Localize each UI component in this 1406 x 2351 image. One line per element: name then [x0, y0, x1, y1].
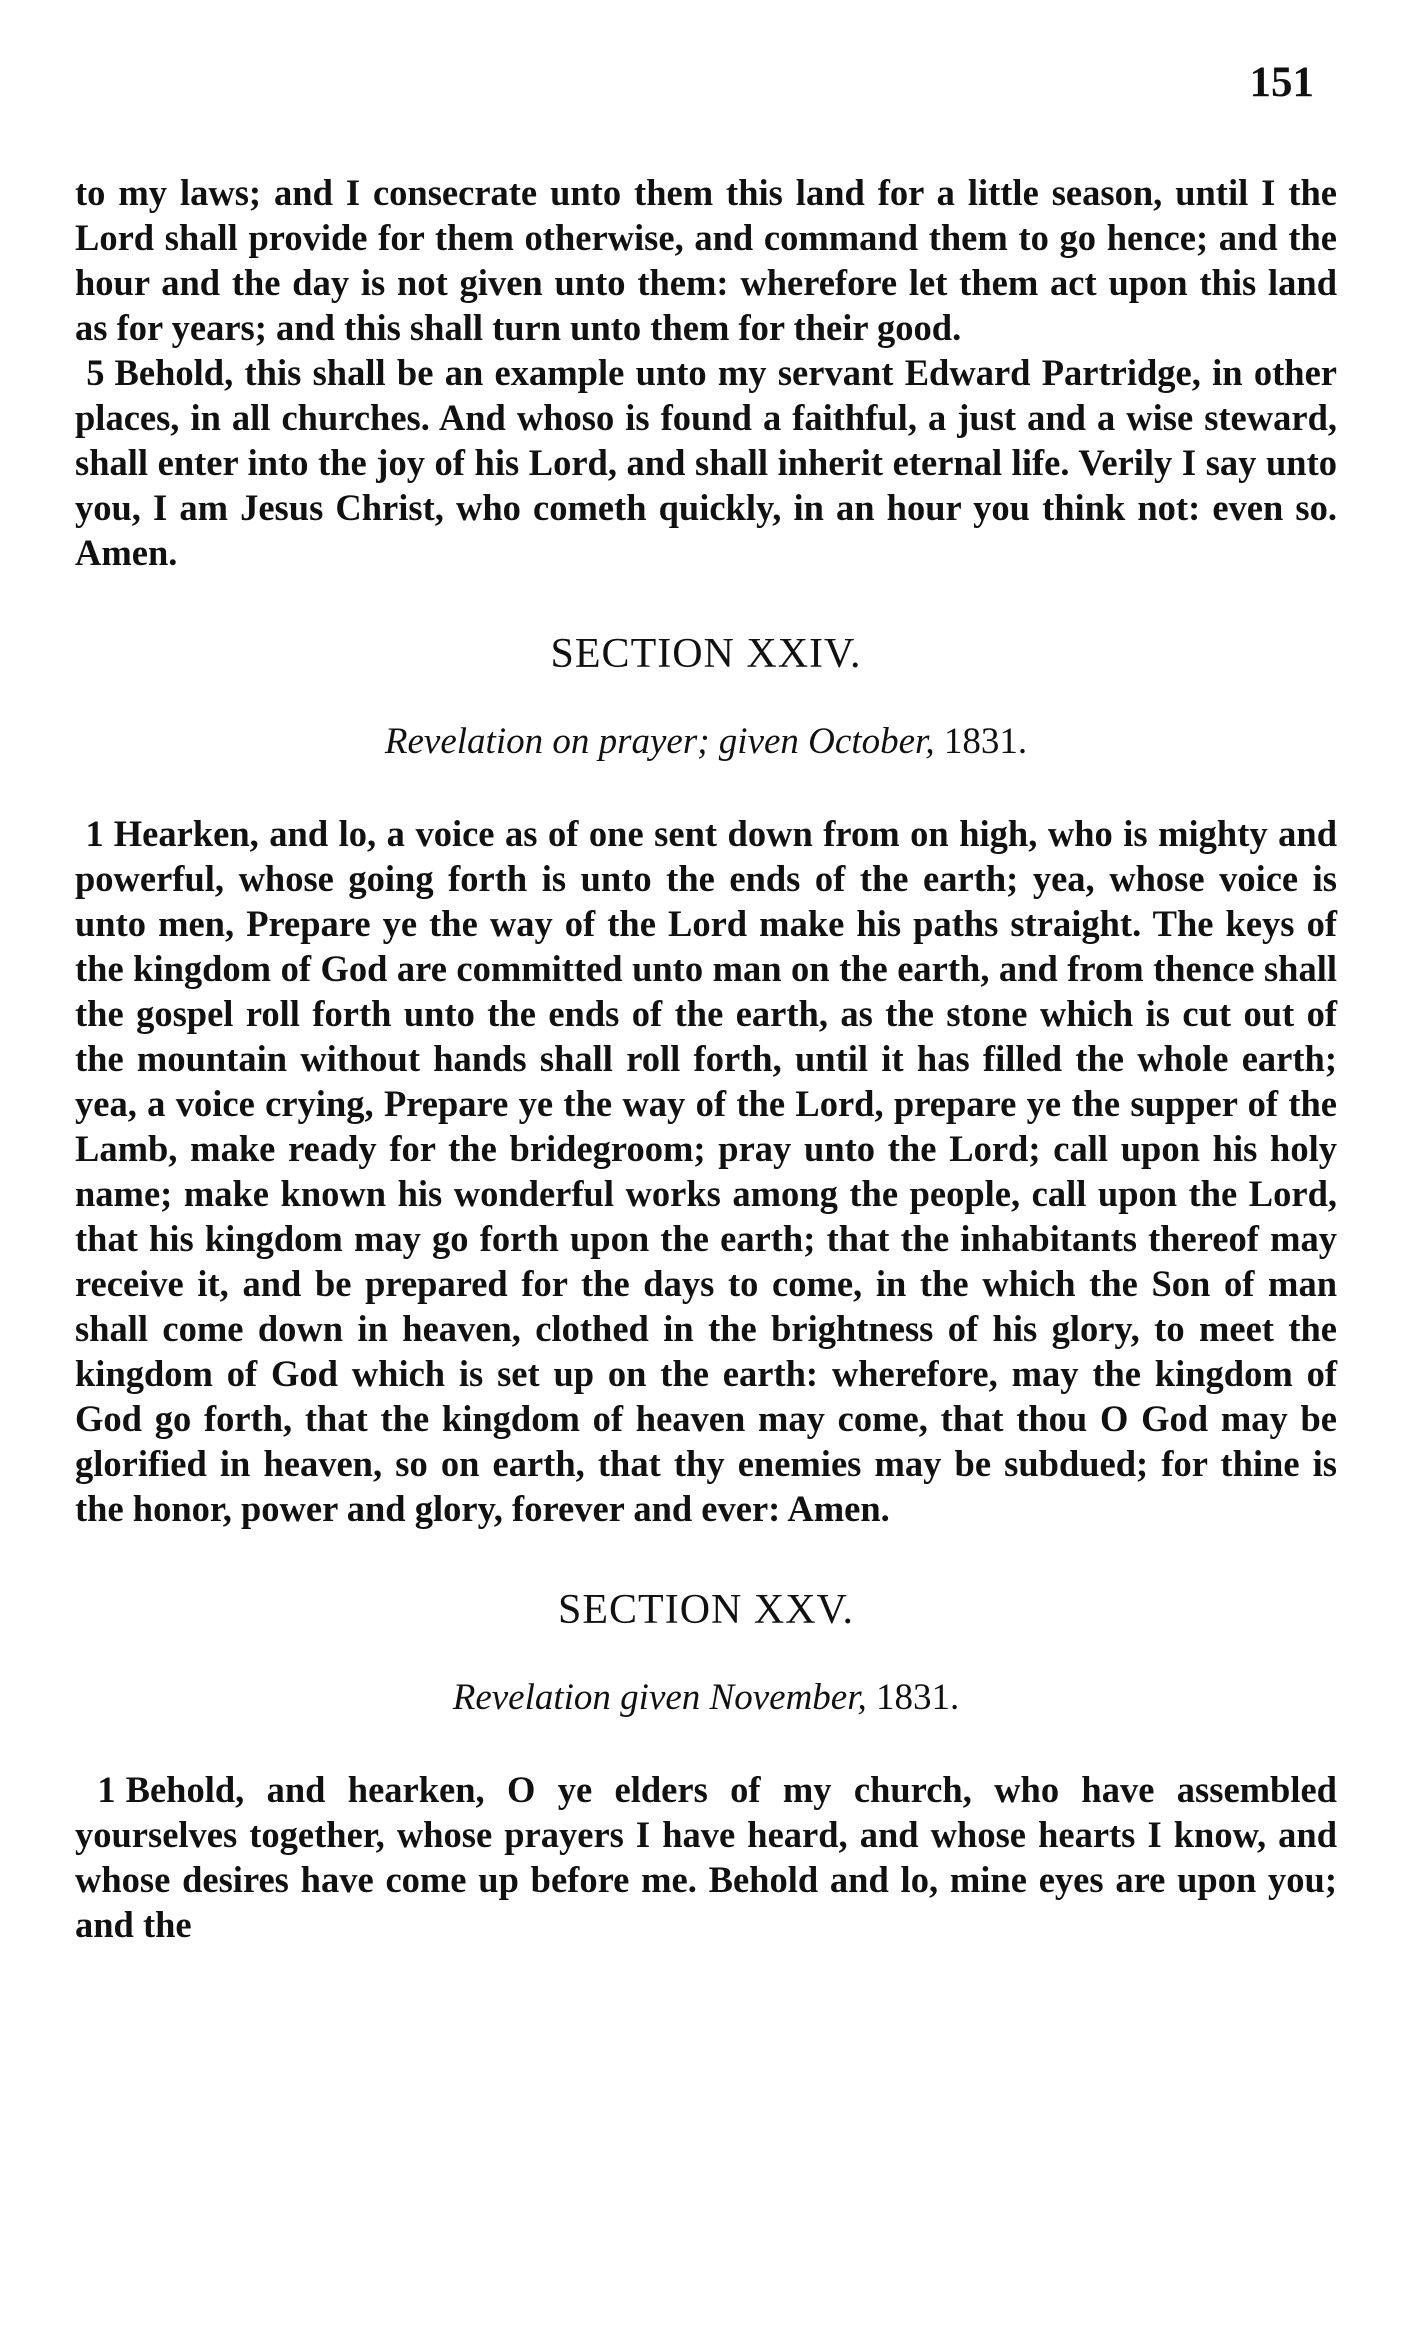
page-content	[75, 170, 1337, 1947]
verse-paragraph	[75, 350, 1337, 575]
verse-paragraph	[75, 1767, 1337, 1947]
section-subtitle	[75, 720, 1337, 763]
paragraph-text: to my laws; and I consecrate unto them this land for a little season, until I the Lord shall provide for them otherwise, and command them to go hence; and the hour and the day is not given unto them: wherefore let them act upon this land as for years; and this shall turn unto them for their good.	[75, 172, 1337, 348]
paragraph-continuation	[75, 170, 1337, 350]
subtitle-year: 1831.	[943, 721, 1028, 762]
paragraph-text: Hearken, and lo, a voice as of one sent down from on high, who is mighty and powerful, whose going forth is unto the ends of the earth; yea, whose voice is unto men, Prepare ye the way of the Lord make his paths straight. The keys of the kingdom of God are committed unto man on the earth, and from thence shall the gospel roll forth unto the ends of the earth, as the stone which is cut out of the mountain without hands shall roll forth, until it has filled the whole earth; yea, a voice crying, Prepare ye the way of the Lord, prepare ye the supper of the Lamb, make ready for the bridegroom; pray unto the Lord; call upon his holy name; make known his wonderful works among the people, call upon the Lord, that his kingdom may go forth upon the earth; that the inhabitants thereof may receive it, and be prepared for the days to come, in the which the Son of man shall come down in heaven, clothed in the brightness of his glory, to meet the kingdom of God which is set up on the earth: wherefore, may the kingdom of God go forth, that the kingdom of heaven may come, that thou O God may be glorified in heaven, so on earth, that thy enemies may be subdued; for thine is the honor, power and glory, forever and ever: Amen.	[75, 813, 1338, 1529]
subtitle-year: 1831.	[876, 1677, 960, 1718]
section-title: SECTION XXV.	[558, 1587, 854, 1633]
verse-paragraph	[75, 811, 1337, 1531]
subtitle-text: Revelation given November,	[452, 1677, 867, 1718]
verse-number: 1	[97, 1769, 116, 1810]
paragraph-text: Behold, and hearken, O ye elders of my church, who have assembled yourselves together, whose prayers I have heard, and whose hearts I know, and whose desires have come up before me. Behold and lo, mine eyes are upon you; and the	[75, 1769, 1337, 1945]
section-subtitle	[75, 1676, 1337, 1719]
subtitle-text: Revelation on prayer; given October,	[384, 721, 935, 762]
verse-number: 5	[86, 352, 105, 393]
section-title: SECTION XXIV.	[550, 631, 862, 677]
verse-number: 1	[85, 813, 104, 854]
page-number: 151	[1249, 59, 1314, 106]
paragraph-text: Behold, this shall be an example unto my servant Edward Partridge, in other places, in all churches. And whoso is found a faithful, a just and a wise steward, shall enter into the joy of his Lord, and shall inherit eternal life. Verily I say unto you, I am Jesus Christ, who cometh quickly, in an hour you think not: even so. Amen.	[75, 352, 1337, 573]
